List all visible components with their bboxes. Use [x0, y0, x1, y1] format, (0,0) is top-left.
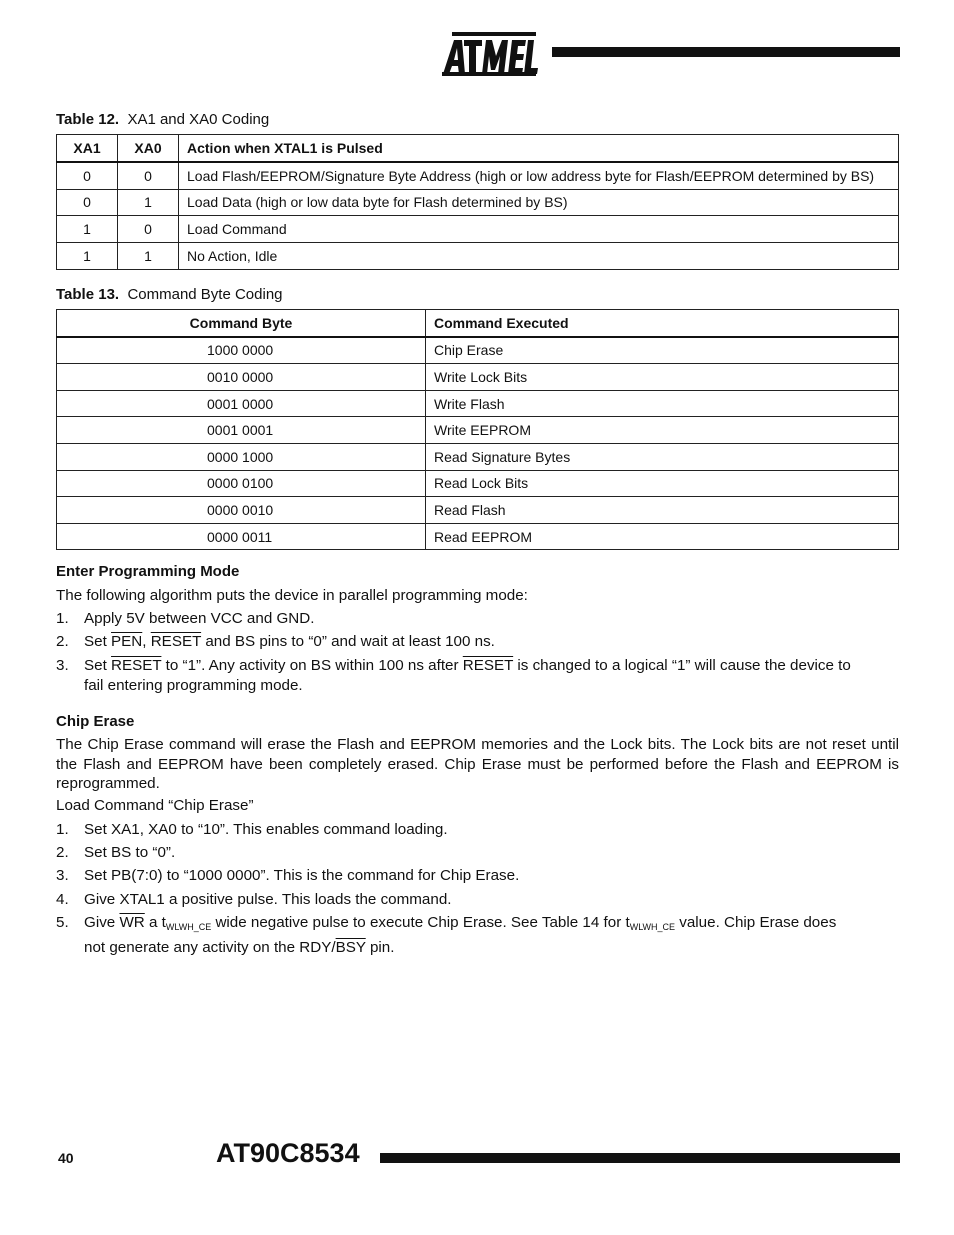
- subscript: WLWH_CE: [629, 922, 676, 932]
- chip-erase-load-command: Load Command “Chip Erase”: [56, 797, 254, 814]
- table13-caption-number: Table 13.: [56, 286, 120, 303]
- page-number: 40: [58, 1150, 74, 1166]
- atmel-logo: [440, 30, 540, 78]
- table-header-cell: Command Executed: [426, 310, 899, 337]
- table-header-row: [57, 135, 899, 162]
- list-number: 5.: [56, 914, 69, 931]
- table-row: [57, 337, 899, 364]
- table-row: [57, 390, 899, 417]
- table-row: [57, 189, 899, 216]
- table-cell: 1: [118, 189, 179, 216]
- table12: [56, 134, 899, 270]
- table-cell: Write Flash: [426, 390, 899, 417]
- text-run: pin.: [365, 938, 395, 956]
- table-cell: Load Flash/EEPROM/Signature Byte Address (high or low address byte for Flash/EEPROM determined by BS): [179, 162, 899, 189]
- text-run: Set: [84, 657, 112, 674]
- table-cell: 0000 0010: [57, 497, 426, 524]
- table-header-cell: XA1: [57, 135, 118, 162]
- table-cell: 0: [57, 189, 118, 216]
- signal-reset: RESET: [111, 657, 162, 674]
- section-title-chip-erase: Chip Erase: [56, 713, 135, 730]
- table-row: [57, 216, 899, 243]
- text-run: and BS pins to “0” and wait at least 100 ns.: [201, 633, 495, 650]
- subscript: WLWH_CE: [165, 922, 212, 932]
- table-row: [57, 417, 899, 444]
- table12-caption-title: XA1 and XA0 Coding: [127, 111, 270, 128]
- chip-erase-paragraph: The Chip Erase command will erase the Flash and EEPROM memories and the Lock bits. The Lock bits are not reset until the Flash and EEPROM have been completely erased. Chip Erase must be performed before the Flash and EEPROM is reprogrammed.: [56, 736, 899, 792]
- table-row: [57, 364, 899, 391]
- table-cell: Write EEPROM: [426, 417, 899, 444]
- text-run: is changed to a logical “1” will cause the device to: [513, 657, 851, 674]
- footer-rule: [380, 1153, 900, 1163]
- table-row: [57, 523, 899, 550]
- table-cell: Read Lock Bits: [426, 470, 899, 497]
- table13: [56, 309, 899, 550]
- table-cell: Load Data (high or low data byte for Flash determined by BS): [179, 189, 899, 216]
- table-header-cell: Command Byte: [57, 310, 426, 337]
- text-run: fail entering programming mode.: [84, 676, 303, 694]
- list-text: [84, 913, 899, 957]
- text-run: a t: [144, 914, 166, 931]
- table-cell: Write Lock Bits: [426, 364, 899, 391]
- table-cell: 0001 0000: [57, 390, 426, 417]
- list-text: Set XA1, XA0 to “10”. This enables command loading.: [84, 821, 448, 838]
- table-cell: Read Flash: [426, 497, 899, 524]
- table-cell: Read Signature Bytes: [426, 443, 899, 470]
- table12-caption: [56, 111, 269, 128]
- signal-reset: RESET: [462, 657, 514, 674]
- table-cell: 0: [118, 216, 179, 243]
- table-cell: 0000 0100: [57, 470, 426, 497]
- document-title: AT90C8534: [216, 1138, 360, 1168]
- enter-prog-intro: The following algorithm puts the device in parallel programming mode:: [56, 587, 528, 604]
- list-text: Set BS to “0”.: [84, 844, 176, 861]
- section-title-enter-programming: Enter Programming Mode: [56, 563, 240, 580]
- signal-bsy: $\overline{BSY}$: [335, 938, 366, 956]
- table-row: [57, 162, 899, 189]
- list-number: 4.: [56, 891, 69, 908]
- table-cell: 0: [118, 162, 179, 189]
- list-number: 2.: [56, 633, 69, 650]
- text-run: value. Chip Erase does: [675, 914, 837, 931]
- table-cell: 1: [118, 243, 179, 270]
- list-text: Give XTAL1 a positive pulse. This loads the command.: [84, 891, 452, 908]
- list-text: [84, 656, 899, 695]
- table-cell: 1000 0000: [57, 337, 426, 364]
- table-cell: Load Command: [179, 216, 899, 243]
- table-cell: 0: [57, 162, 118, 189]
- list-number: 2.: [56, 844, 69, 861]
- table12-caption-number: Table 12.: [56, 111, 120, 128]
- table-cell: 0010 0000: [57, 364, 426, 391]
- table-cell: 0000 1000: [57, 443, 426, 470]
- table-row: [57, 243, 899, 270]
- table-cell: 1: [57, 243, 118, 270]
- text-run: wide negative pulse to execute Chip Erase. See Table 14 for t: [211, 914, 630, 931]
- table-cell: Chip Erase: [426, 337, 899, 364]
- table-cell: 0000 0011: [57, 523, 426, 550]
- text-run: to “1”. Any activity on BS within 100 ns after: [161, 657, 463, 674]
- list-text: Set PB(7:0) to “1000 0000”. This is the command for Chip Erase.: [84, 867, 520, 884]
- text-run: Set: [84, 633, 112, 650]
- table-header-row: [57, 310, 899, 337]
- table-row: [57, 497, 899, 524]
- table-header-cell: XA0: [118, 135, 179, 162]
- list-number: 3.: [56, 657, 69, 674]
- signal-wr: $\overline{WR}$: [119, 914, 145, 931]
- table-row: [57, 470, 899, 497]
- table-cell: 1: [57, 216, 118, 243]
- list-text: Apply 5V between VCC and GND.: [84, 610, 315, 627]
- table-row: [57, 443, 899, 470]
- table-header-cell: Action when XTAL1 is Pulsed: [179, 135, 899, 162]
- table13-caption: [56, 286, 283, 303]
- list-number: 1.: [56, 610, 69, 627]
- signal-pen: $\overline{PEN}$: [111, 633, 143, 650]
- list-number: 3.: [56, 867, 69, 884]
- table-cell: Read EEPROM: [426, 523, 899, 550]
- signal-reset: RESET: [150, 633, 202, 650]
- header-rule: [552, 47, 900, 57]
- table-cell: 0001 0001: [57, 417, 426, 444]
- list-number: 1.: [56, 821, 69, 838]
- text-run: ,: [142, 633, 151, 650]
- table-cell: No Action, Idle: [179, 243, 899, 270]
- list-text: [84, 632, 884, 652]
- text-run: Give: [84, 914, 120, 931]
- table13-caption-title: Command Byte Coding: [127, 286, 283, 303]
- text-run: not generate any activity on the RDY/: [84, 938, 336, 956]
